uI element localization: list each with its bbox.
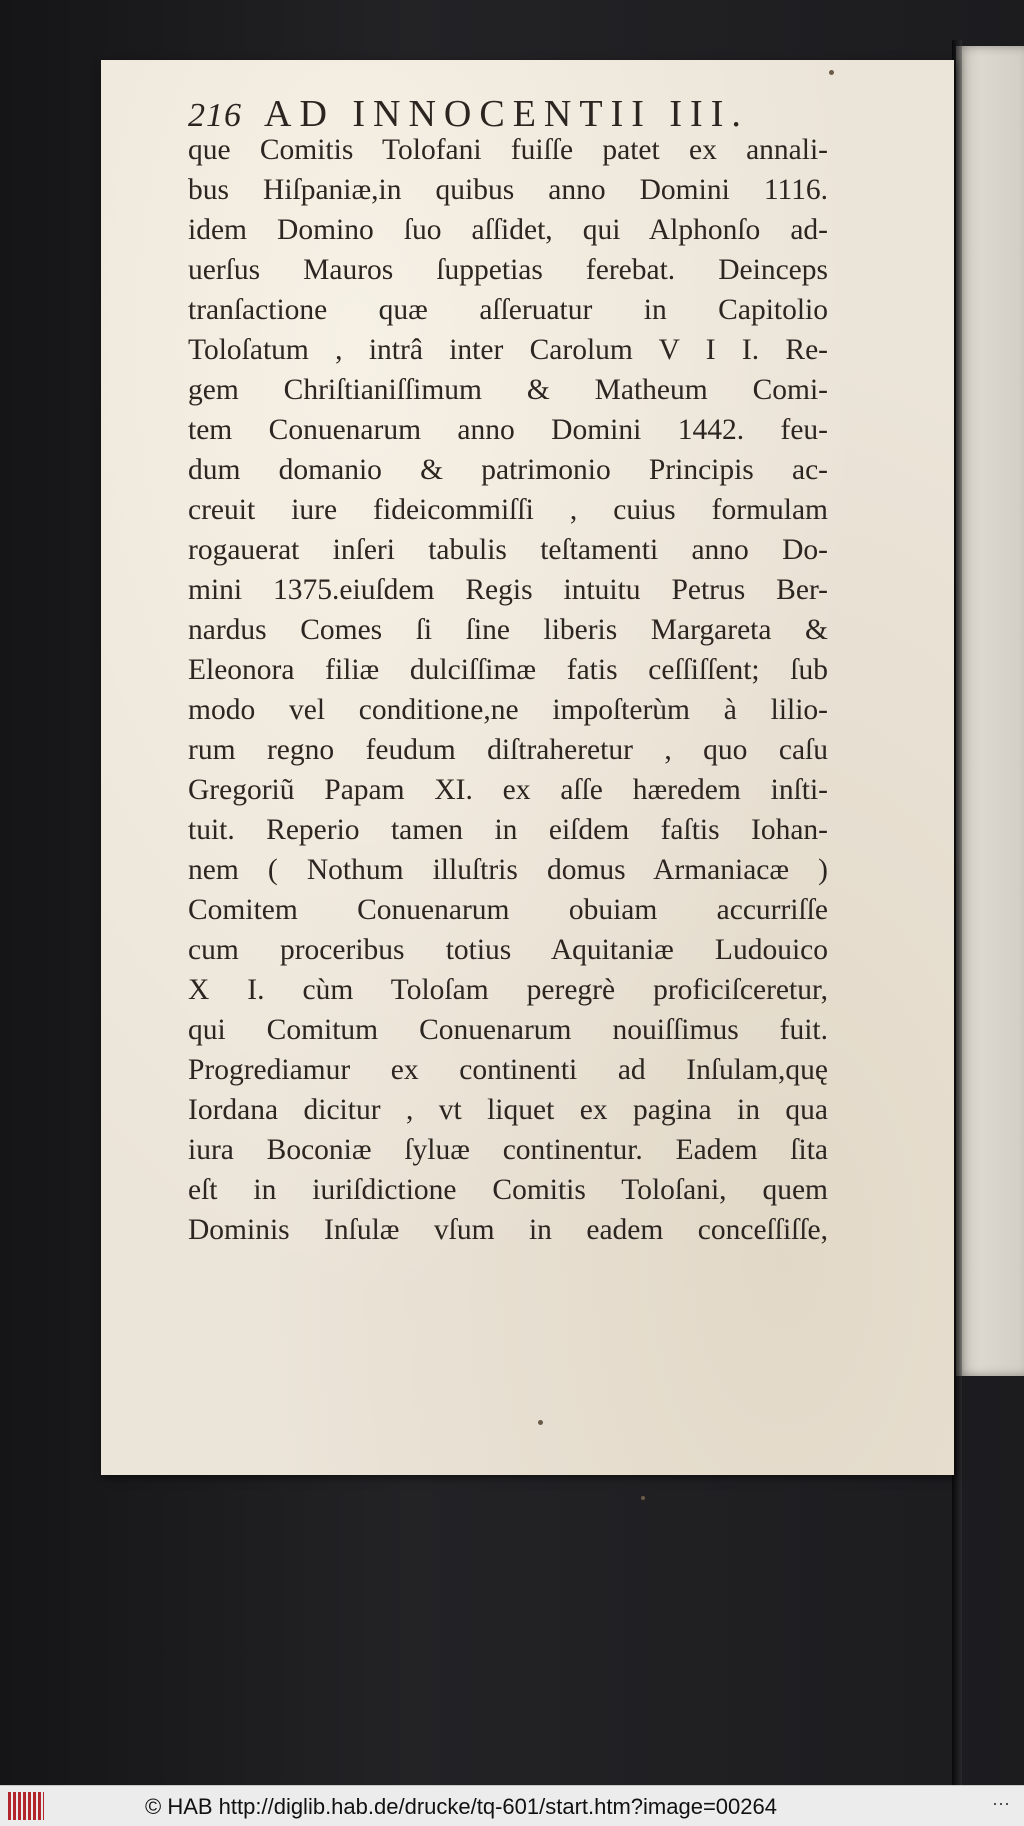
- facing-page-show-through: [978, 206, 1024, 228]
- paper-speck: [641, 1496, 645, 1500]
- text-line: iura Boconiæ ſyluæ continentur. Eadem ſita: [188, 1134, 828, 1166]
- text-line: cum proceribus totius Aquitaniæ Ludouico: [188, 934, 828, 966]
- copyright-url[interactable]: © HAB http://diglib.hab.de/drucke/tq-601/start.htm?image=00264: [145, 1794, 777, 1819]
- paper-speck: [538, 1420, 543, 1425]
- text-line: gem Chriſtianiſſimum & Matheum Comi-: [188, 374, 828, 406]
- text-line: tranſactione quæ aſſeruatur in Capitolio: [188, 294, 828, 326]
- text-line: Iordana dicitur , vt liquet ex pagina in qua: [188, 1094, 828, 1126]
- text-line: uerſus Mauros ſuppetias ferebat. Deinceps: [188, 254, 828, 286]
- text-line: rum regno feudum diſtraheretur , quo caſu: [188, 734, 828, 766]
- text-line: X I. cùm Toloſam peregrè proficiſceretur,: [188, 974, 828, 1006]
- body-text: [188, 130, 828, 1250]
- text-line: idem Domino ſuo aſſidet, qui Alphonſo ad-: [188, 214, 828, 246]
- text-line: rogauerat inſeri tabulis teſtamenti anno Do-: [188, 534, 828, 566]
- text-line: Comitem Conuenarum obuiam accurriſſe: [188, 894, 828, 926]
- text-line: nem ( Nothum illuſtris domus Armaniacæ ): [188, 854, 828, 886]
- text-line: Dominis Inſulæ vſum in eadem conceſſiſſe,: [188, 1214, 828, 1246]
- text-line: qui Comitum Conuenarum nouiſſimus fuit.: [188, 1014, 828, 1046]
- text-line: Gregoriũ Papam XI. ex aſſe hæredem inſti-: [188, 774, 828, 806]
- text-line: creuit iure fideicommiſſi , cuius formulam: [188, 494, 828, 526]
- text-line: nardus Comes ſi ſine liberis Margareta &: [188, 614, 828, 646]
- text-line: modo vel conditione,ne impoſterùm à lilio-: [188, 694, 828, 726]
- page-number: 216: [188, 97, 242, 134]
- text-line: dum domanio & patrimonio Principis ac-: [188, 454, 828, 486]
- text-line: Toloſatum , intrâ inter Carolum V I I. Re-: [188, 334, 828, 366]
- hab-logo-icon: [8, 1792, 44, 1820]
- text-line: Progrediamur ex continenti ad Inſulam,quę: [188, 1054, 828, 1086]
- facing-page-edge: [956, 46, 1024, 1376]
- viewer-footer: [0, 1785, 1024, 1826]
- text-line: tuit. Reperio tamen in eiſdem faſtis Iohan-: [188, 814, 828, 846]
- text-line: eſt in iuriſdictione Comitis Toloſani, quem: [188, 1174, 828, 1206]
- more-icon[interactable]: ⋯: [992, 1794, 1010, 1814]
- paper-speck: [829, 70, 834, 75]
- running-head: AD INNOCENTII III.: [264, 93, 749, 135]
- text-line: Eleonora filiæ dulciſſimæ fatis ceſſiſſent; ſub: [188, 654, 828, 686]
- text-line: bus Hiſpaniæ,in quibus anno Domini 1116.: [188, 174, 828, 206]
- text-line: mini 1375.eiuſdem Regis intuitu Petrus Ber-: [188, 574, 828, 606]
- text-line: tem Conuenarum anno Domini 1442. feu-: [188, 414, 828, 446]
- text-line: que Comitis Tolofani fuiſſe patet ex annali-: [188, 134, 828, 166]
